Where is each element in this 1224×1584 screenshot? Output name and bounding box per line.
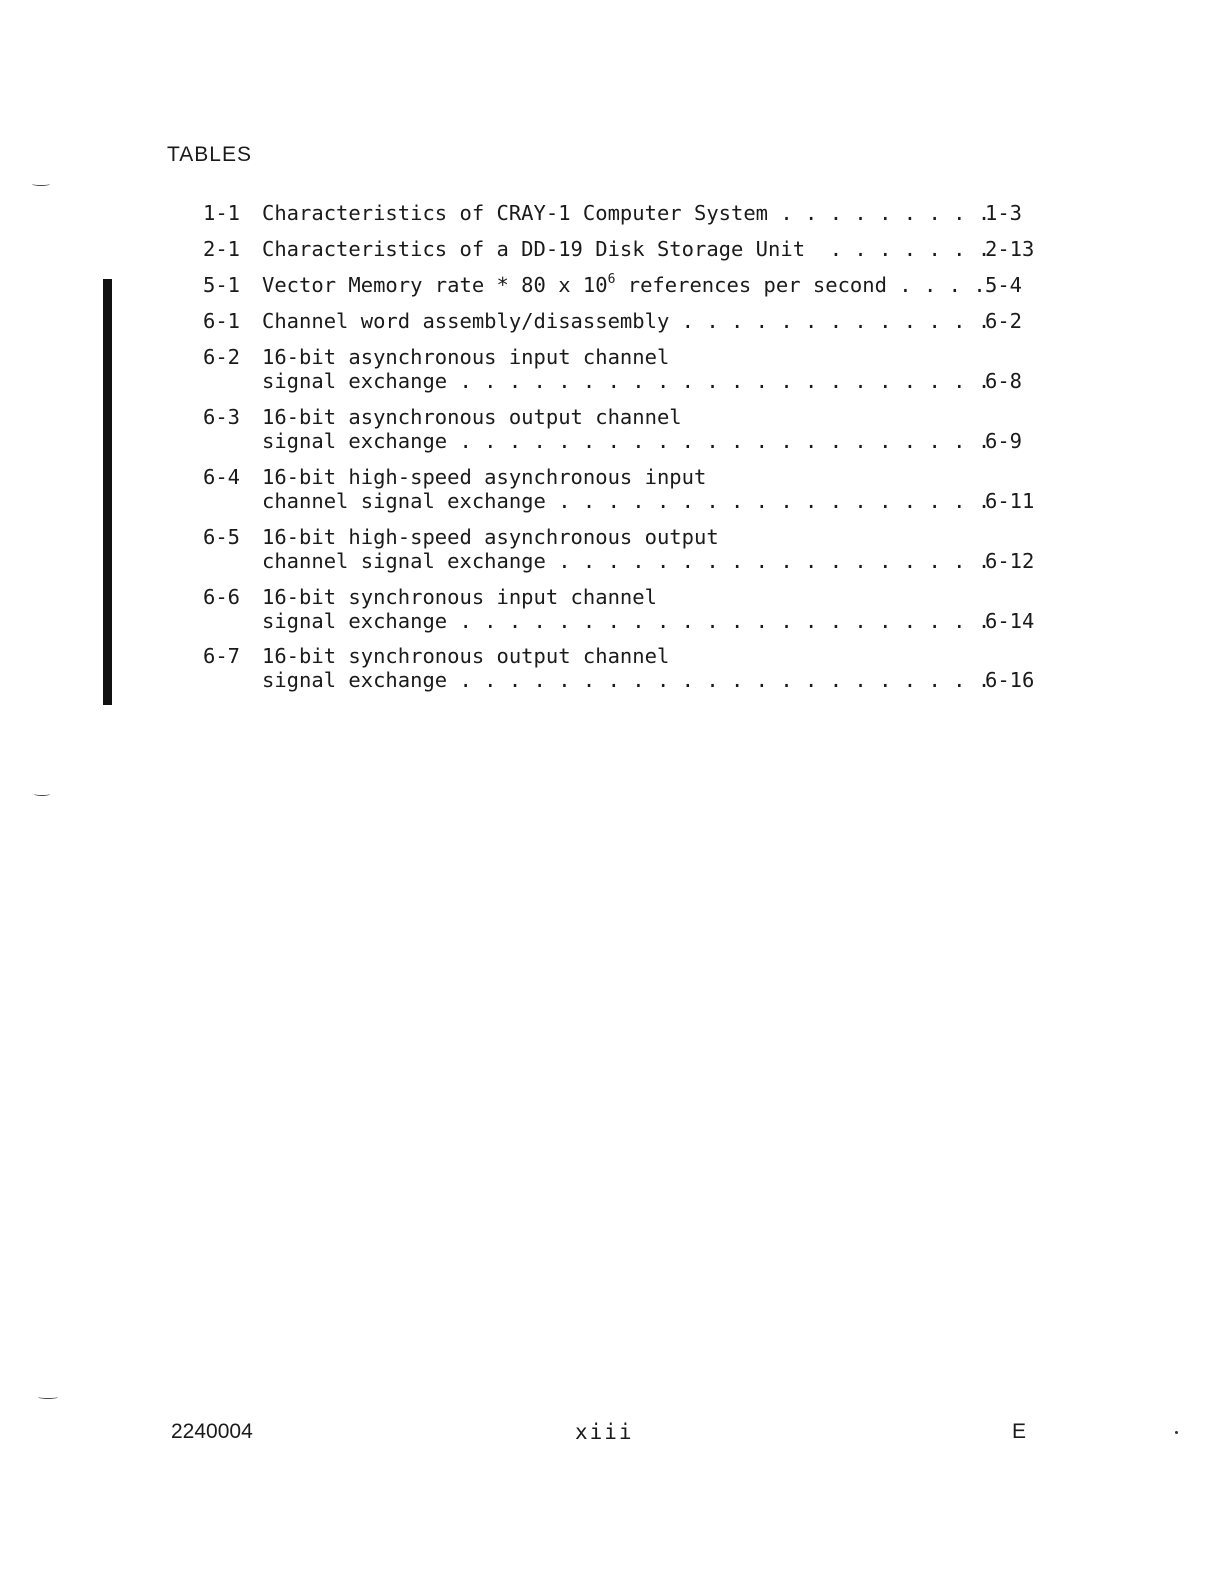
page-reference: 6-11 (985, 489, 1035, 513)
table-title: 16-bit high-speed asynchronous input (262, 465, 707, 489)
page-reference: 1-3 (985, 201, 1023, 225)
table-title: Vector Memory rate * 80 x $10^6$ references per second . . . . (262, 272, 986, 297)
page-reference: 2-13 (985, 237, 1035, 261)
table-number: 6-2 (203, 345, 241, 369)
table-title: 16-bit high-speed asynchronous output (262, 525, 719, 549)
page-reference: 6-9 (985, 429, 1023, 453)
table-number: 2-1 (203, 237, 241, 261)
table-number: 6-6 (203, 585, 241, 609)
table-title-continued: signal exchange . . . . . . . . . . . . . . . . . . . . . . (262, 668, 991, 692)
page-number: xiii (575, 1420, 634, 1444)
table-number: 6-3 (203, 405, 241, 429)
document-number: 2240004 (171, 1420, 253, 1443)
table-number: 1-1 (203, 201, 241, 225)
page-reference: 6-14 (985, 609, 1035, 633)
table-number: 6-1 (203, 309, 241, 333)
page-reference: 6-2 (985, 309, 1023, 333)
table-number: 6-7 (203, 644, 241, 668)
table-number: 5-1 (203, 273, 241, 297)
table-title: Channel word assembly/disassembly . . . . . . . . . . . . . (262, 309, 991, 333)
hole-mark (32, 182, 50, 186)
revision-letter: E (1012, 1420, 1027, 1443)
table-title-continued: signal exchange . . . . . . . . . . . . . . . . . . . . . . (262, 369, 991, 393)
table-title-continued: signal exchange . . . . . . . . . . . . . . . . . . . . . . (262, 609, 991, 633)
table-title: 16-bit synchronous input channel (262, 585, 657, 609)
table-title: Characteristics of a DD-19 Disk Storage Unit . . . . . . . (262, 237, 991, 261)
hole-mark (34, 792, 50, 796)
page-reference: 5-4 (985, 273, 1023, 297)
table-title: 16-bit asynchronous output channel (262, 405, 682, 429)
table-title: Characteristics of CRAY-1 Computer System . . . . . . . . . (262, 201, 991, 225)
table-title-continued: channel signal exchange . . . . . . . . . . . . . . . . . . (262, 489, 991, 513)
table-title-continued: signal exchange . . . . . . . . . . . . . . . . . . . . . . (262, 429, 991, 453)
table-number: 6-4 (203, 465, 241, 489)
table-number: 6-5 (203, 525, 241, 549)
table-list (0, 0, 1224, 760)
hole-mark (38, 1395, 58, 1399)
page-reference: 6-16 (985, 668, 1035, 692)
speck (1175, 1431, 1178, 1434)
table-title: 16-bit synchronous output channel (262, 644, 670, 668)
table-title: 16-bit asynchronous input channel (262, 345, 670, 369)
page-reference: 6-8 (985, 369, 1023, 393)
table-title-continued: channel signal exchange . . . . . . . . . . . . . . . . . . (262, 549, 991, 573)
exponent: 6 (607, 272, 616, 287)
page-reference: 6-12 (985, 549, 1035, 573)
page-heading: TABLES (167, 143, 252, 166)
